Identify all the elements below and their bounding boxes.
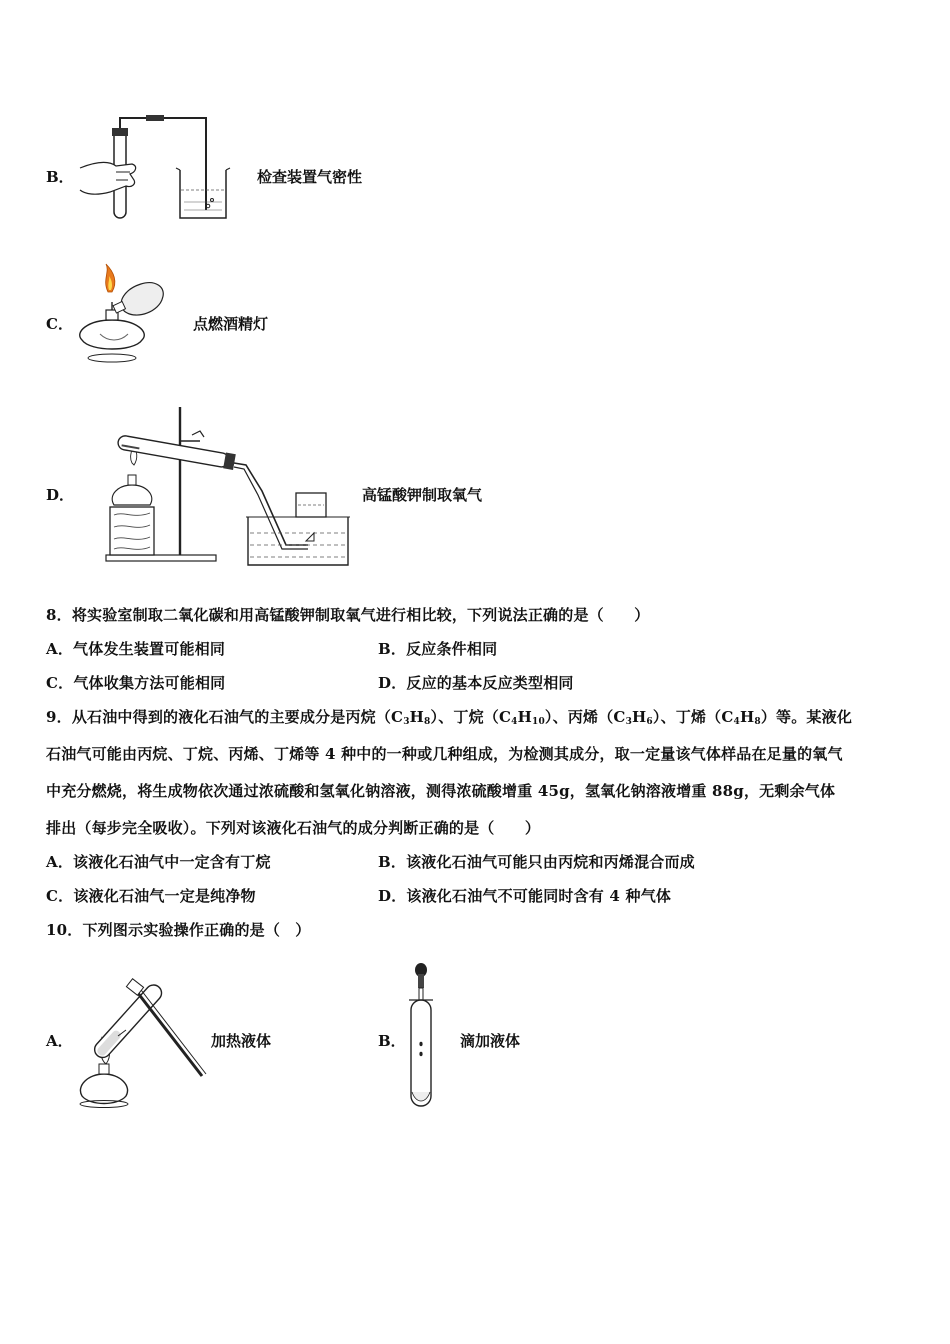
light-alcohol-lamp-figure — [70, 262, 180, 372]
q10-option-b-caption: 滴加液体 — [460, 1032, 521, 1050]
q9-line-3: 中充分燃烧，将生成物依次通过浓硫酸和氢氧化钠溶液，测得浓硫酸增重 45g，氢氧化钠溶液增重 88g，无剩余气体 — [46, 782, 836, 800]
option-b-caption: 检查装置气密性 — [257, 168, 363, 186]
q8-option-c: C．气体收集方法可能相同 — [46, 674, 226, 692]
option-d-caption: 高锰酸钾制取氧气 — [362, 486, 483, 504]
heating-liquid-figure — [74, 978, 214, 1113]
q10-option-b-label: B． — [378, 1032, 406, 1050]
q9-line-1: 9．从石油中得到的液化石油气的主要成分是丙烷$(C_3H_8)$、丁烷$(C_4H_{10})$、丙烯$(C_3H_6)$、丁烯$(C_4H_8)$等。某液化 — [46, 708, 853, 727]
q9-line-2: 石油气可能由丙烷、丁烷、丙烯、丁烯等 4 种中的一种或几种组成，为检测其成分，取一定量该气体样品在足量的氧气 — [46, 745, 843, 763]
q9-option-a: A．该液化石油气中一定含有丁烷 — [46, 853, 271, 871]
q8-stem: 8．将实验室制取二氧化碳和用高锰酸钾制取氧气进行相比较，下列说法正确的是（ ） — [46, 606, 650, 624]
q8-option-d: D．反应的基本反应类型相同 — [378, 674, 574, 692]
kmno4-oxygen-apparatus-figure — [100, 405, 355, 570]
option-b-label: B． — [46, 168, 74, 186]
q9-line-4: 排出（每步完全吸收）。下列对该液化石油气的成分判断正确的是（ ） — [46, 819, 541, 837]
option-d-label: D． — [46, 486, 75, 504]
q8-option-a: A．气体发生装置可能相同 — [46, 640, 226, 658]
q9-option-b: B．该液化石油气可能只由丙烷和丙烯混合而成 — [378, 853, 695, 871]
q10-stem: 10．下列图示实验操作正确的是（ ） — [46, 921, 311, 939]
q8-option-b: B．反应条件相同 — [378, 640, 498, 658]
q10-option-a-label: A． — [46, 1032, 73, 1050]
q9-option-c: C．该液化石油气一定是纯净物 — [46, 887, 256, 905]
option-c-caption: 点燃酒精灯 — [193, 315, 269, 333]
q9-option-d: D．该液化石油气不可能同时含有 4 种气体 — [378, 887, 672, 905]
q10-option-a-caption: 加热液体 — [211, 1032, 272, 1050]
airtightness-check-figure — [80, 110, 240, 225]
option-c-label: C． — [46, 315, 73, 333]
dropping-liquid-figure — [400, 962, 450, 1112]
